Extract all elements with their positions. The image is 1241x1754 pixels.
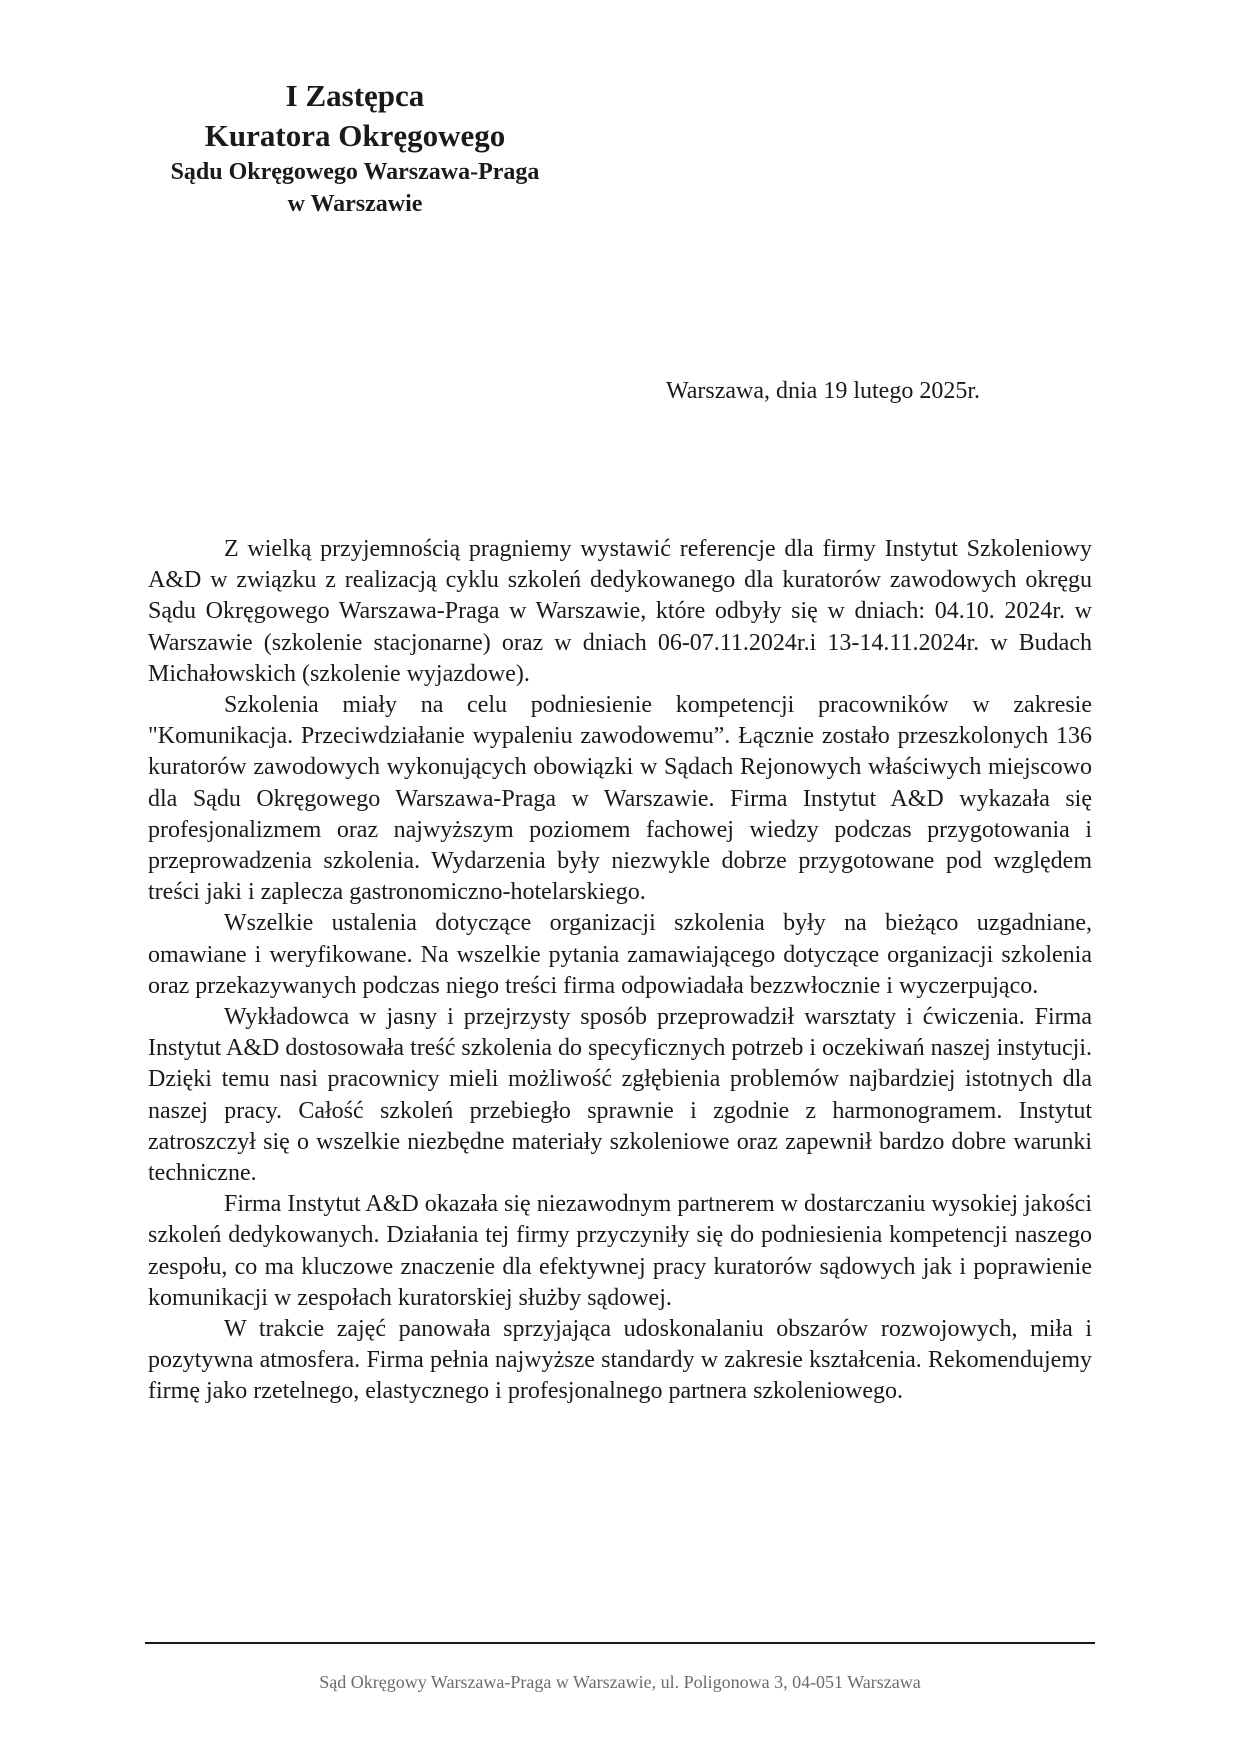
letter-paragraph: Wykładowca w jasny i przejrzysty sposób przeprowadził warsztaty i ćwiczenia. Firma Instytut A&D dostosowała treść szkolenia do specyficznych potrzeb i oczekiwań naszej instytucji. Dzięki temu nasi pracownicy mieli możliwość zgłębienia problemów najbardziej istotnych dla naszej pracy. Całość szkoleń przebiegło sprawnie i zgodnie z harmonogramem. Instytut zatroszczył się o wszelkie niezbędne materiały szkoleniowe oraz zapewnił bardzo dobre warunki techniczne.	[148, 1004, 1092, 1187]
letter-paragraph: Firma Instytut A&D okazała się niezawodnym partnerem w dostarczaniu wysokiej jakości szkoleń dedykowanych. Działania tej firmy przyczyniły się do podniesienia kompetencji naszego zespołu, co ma kluczowe znaczenie dla efektywnej pracy kuratorów sądowych jak i poprawienie komunikacji w zespołach kuratorskiej służby sądowej.	[148, 1191, 1092, 1311]
letterhead-title: I Zastępca	[285, 78, 425, 113]
letter-paragraph: W trakcie zajęć panowała sprzyjająca udoskonalaniu obszarów rozwojowych, miła i pozytywna atmosfera. Firma pełnia najwyższe standardy w zakresie kształcenia. Rekomendujemy firmę jako rzetelnego, elastycznego i profesjonalnego partnera szkoleniowego.	[148, 1316, 1092, 1405]
footer-divider	[145, 1642, 1095, 1644]
footer-address: Sąd Okręgowy Warszawa-Praga w Warszawie, ul. Poligonowa 3, 04-051 Warszawa	[319, 1672, 921, 1692]
letterhead	[120, 76, 590, 220]
letterhead-city: w Warszawie	[287, 191, 423, 217]
letter-paragraph: Szkolenia miały na celu podniesienie kompetencji pracowników w zakresie "Komunikacja. Przeciwdziałanie wypaleniu zawodowemu”. Łącznie zostało przeszkolonych 136 kuratorów zawodowych wykonujących obowiązki w Sądach Rejonowych właściwych miejscowo dla Sądu Okręgowego Warszawa-Praga w Warszawie. Firma Instytut A&D wykazała się profesjonalizmem oraz najwyższym poziomem fachowej wiedzy podczas przygotowania i przeprowadzenia szkolenia. Wydarzenia były niezwykle dobrze przygotowane pod względem treści jaki i zaplecza gastronomiczno-hotelarskiego.	[148, 692, 1092, 906]
letter-paragraph: Z wielką przyjemnością pragniemy wystawić referencje dla firmy Instytut Szkoleniowy A&D w związku z realizacją cyklu szkoleń dedykowanego dla kuratorów zawodowych okręgu Sądu Okręgowego Warszawa-Praga w Warszawie, które odbyły się w dniach: 04.10. 2024r. w Warszawie (szkolenie stacjonarne) oraz w dniach 06-07.11.2024r.i 13-14.11.2024r. w Budach Michałowskich (szkolenie wyjazdowe).	[148, 536, 1092, 687]
letter-date: Warszawa, dnia 19 lutego 2025r.	[666, 378, 980, 404]
letter-paragraph: Wszelkie ustalenia dotyczące organizacji szkolenia były na bieżąco uzgadniane, omawiane i weryfikowane. Na wszelkie pytania zamawiającego dotyczące organizacji szkolenia oraz przekazywanych podczas niego treści firma odpowiadała bezzwłocznie i wyczerpująco.	[148, 910, 1092, 999]
letterhead-office: Kuratora Okręgowego	[204, 118, 506, 153]
letterhead-court: Sądu Okręgowego Warszawa-Praga	[170, 159, 540, 185]
letter-body	[148, 534, 1092, 1408]
